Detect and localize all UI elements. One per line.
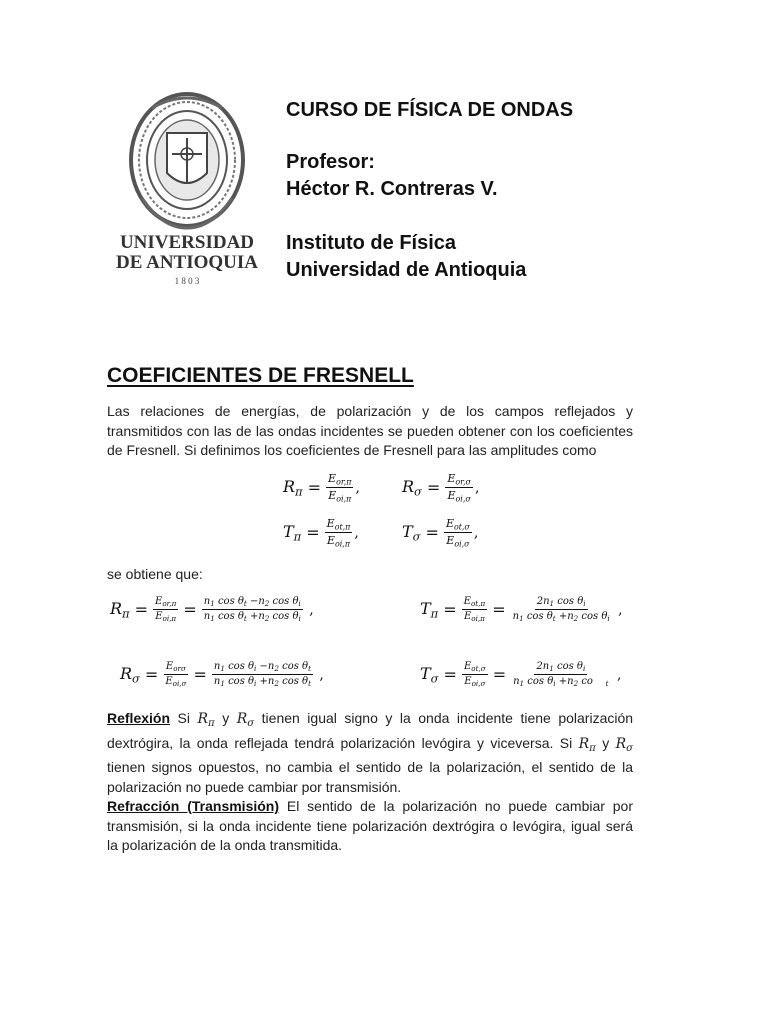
refraccion-paragraph: [107, 797, 633, 856]
professor-name: Héctor R. Contreras V.: [286, 178, 498, 200]
refraccion-label: Refracción (Transmisión): [107, 798, 280, 814]
eq-t-pi: $T_\pi$ = $\frac{E_{ot,\pi}}{E_{oi,\pi}}$ = $\frac{2n_1 \cos \theta_i}{n_1 \cos \theta_t +n_2 \cos \theta_i}$ ,: [420, 596, 623, 624]
refraccion-text: El sentido de la polarización no puede cambiar por transmisión, si la onda incidente tiene polarización dextrógira o levógira, igual será la polarización de la onda transmitida.: [107, 798, 634, 853]
course-title: CURSO DE FÍSICA DE ONDAS: [286, 99, 574, 121]
eq-t-sigma: $T_\sigma$ = $\frac{E_{ot,\sigma}}{E_{oi,\sigma}}$ = $\frac{2n_1 \cos \theta_i}{n_1 \cos \theta_i +n_2 co _t}$ ,: [420, 661, 622, 689]
def-t-pi: $T_\pi$ = $\frac{E_{ot,\pi}}{E_{oi,\pi}}$ ,: [283, 517, 359, 549]
def-t-sigma: $T_\sigma$ = $\frac{E_{ot,\sigma}}{E_{oi,\sigma}}$ ,: [402, 517, 479, 549]
university-name: Universidad de Antioquia: [286, 259, 527, 281]
reflexion-label: Reflexión: [107, 710, 171, 726]
obtain-text: se obtiene que:: [107, 566, 203, 582]
eq-r-sigma: $R_\sigma$ = $\frac{E_{or\sigma}}{E_{oi,\sigma}}$ = $\frac{n_1 \cos \theta_i -n_2 \cos \theta_t}{n_1 \cos \theta_i +n_2 \cos \theta_t}$ ,: [120, 661, 324, 689]
section-title: COEFICIENTES DE FRESNELL: [107, 364, 414, 387]
reflexion-text-4: y: [602, 734, 610, 751]
professor-label: Profesor:: [286, 151, 375, 173]
eq-r-pi: $R_\pi$ = $\frac{E_{or,\pi}}{E_{oi,\pi}}$ = $\frac{n_1 \cos \theta_t -n_2 \cos \theta_i}{n_1 \cos \theta_t +n_2 \cos \theta_i}$ ,: [110, 596, 314, 624]
symbol-r-sigma-2: $R_\sigma$: [615, 735, 634, 754]
symbol-r-pi-2: $R_\pi$: [578, 735, 596, 754]
reflexion-text-5: tienen signos opuestos, no cambia el sentido de la polarización, el sentido de la polarización no puede cambiar por transmisión.: [107, 759, 633, 795]
def-r-sigma: $R_\sigma$ = $\frac{E_{or,\sigma}}{E_{oi,\sigma}}$ ,: [402, 472, 480, 504]
logo-year: 1 8 0 3: [174, 276, 200, 286]
intro-paragraph: Las relaciones de energías, de polarización y de los campos reflejados y transmitidos con las de las ondas incidentes se pueden obtener con los coeficientes de Fresnell. Si definimos los coeficientes de Fresnell para las amplitudes como: [107, 403, 633, 458]
reflexion-paragraph: [107, 709, 633, 797]
university-logo: [112, 88, 262, 288]
logo-line1: UNIVERSIDAD: [119, 232, 255, 253]
logo-line2: DE ANTIOQUIA: [116, 252, 258, 273]
reflexion-text-1: Si: [177, 710, 190, 726]
institute-name: Instituto de Física: [286, 232, 457, 254]
symbol-r-sigma: $R_\sigma$: [236, 711, 255, 730]
reflexion-text-2: y: [222, 710, 230, 726]
symbol-r-pi: $R_\pi$: [197, 711, 215, 730]
reflexion-text-3: tienen igual signo y la onda incidente tiene polarización dextrógira, la onda reflejada tendrá polarización levógira y viceversa. Si: [107, 710, 634, 751]
seal-icon: [112, 88, 262, 288]
def-r-pi: $R_\pi$ = $\frac{E_{or,\pi}}{E_{oi,\pi}}$ ,: [283, 472, 360, 504]
